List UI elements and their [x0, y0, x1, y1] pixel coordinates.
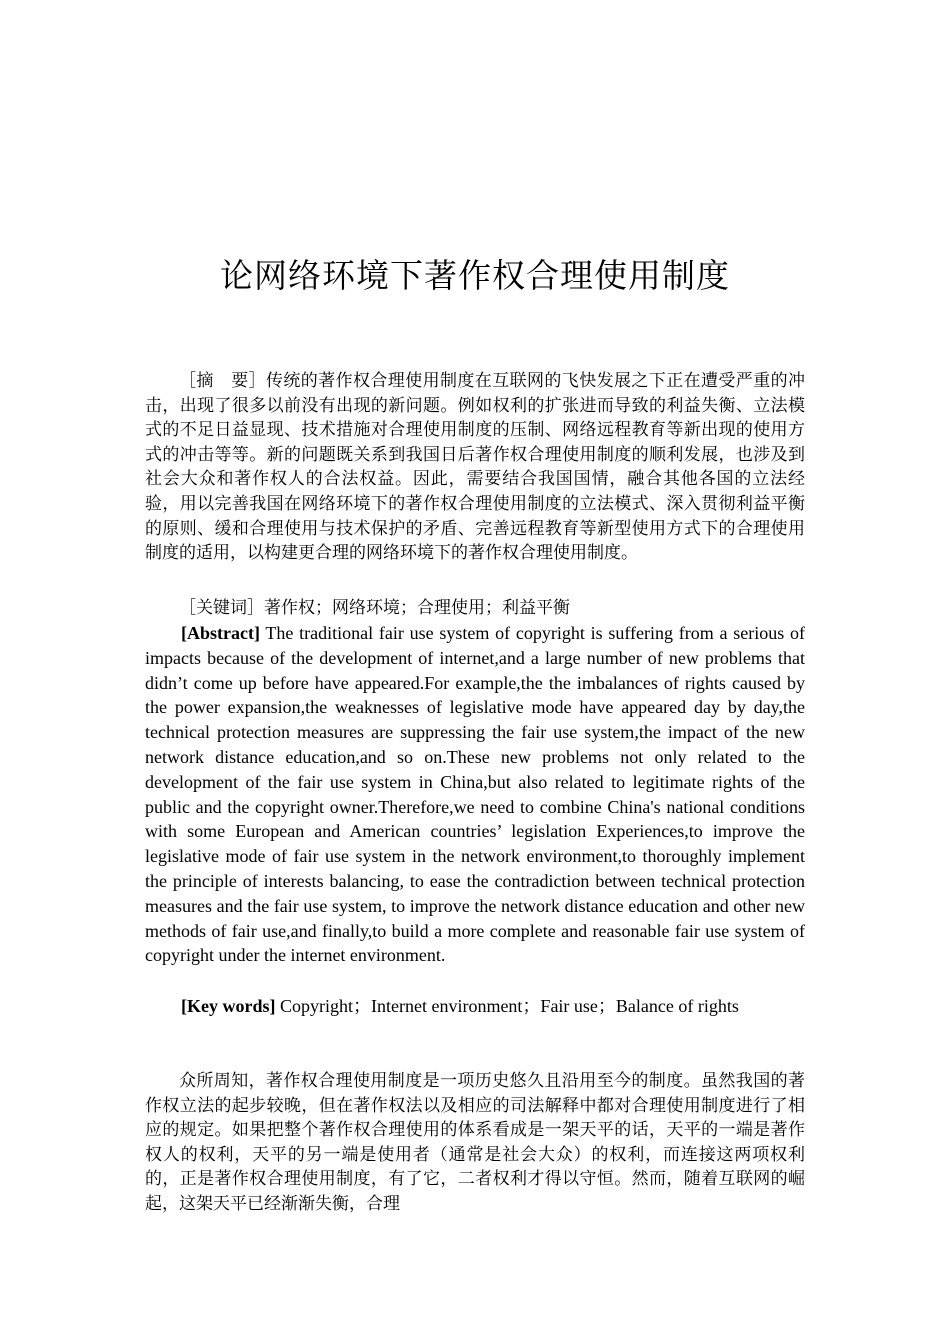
body-paragraph: 众所周知，著作权合理使用制度是一项历史悠久且沿用至今的制度。虽然我国的著作权立法的起步较晚，但在著作权法以及相应的司法解释中都对合理使用制度进行了相应的规定。如果把整个著作权合理使用的体系看成是一架天平的话，天平的一端是著作权人的权利，天平的另一端是使用者（通常是社会大众）的权利，而连接这两项权利的，正是著作权合理使用制度，有了它，二者权利才得以守恒。然而，随着互联网的崛起，这架天平已经渐渐失衡，合理	[145, 1071, 805, 1214]
english-abstract	[145, 621, 805, 968]
chinese-keywords	[145, 596, 805, 621]
chinese-keywords-paragraph	[145, 596, 805, 621]
english-keywords-paragraph	[145, 994, 805, 1019]
chinese-keywords-text: 著作权；网络环境；合理使用；利益平衡	[264, 598, 570, 618]
body-section	[145, 1069, 805, 1217]
english-abstract-text: The traditional fair use system of copyright is suffering from a serious of impacts because of the development of internet,and a large number of new problems that didn’t come up before have appeared.For example,the the imbalances of rights caused by the power expansion,the weaknesses of legislative mode have appeared day by day,the technical protection measures are suppressing the fair use system,the impact of the new network distance education,and so on.These new problems not only related to the development of the fair use system in China,but also related to legitimate rights of the public and the copyright owner.Therefore,we need to combine China's national conditions with some European and American countries’ legislation Experiences,to improve the legislative mode of fair use system in the network environment,to thoroughly implement the principle of interests balancing, to ease the contradiction between technical protection measures and the fair use system, to improve the network distance education and other new methods of fair use,and finally,to build a more complete and reasonable fair use system of copyright under the internet environment.	[145, 623, 805, 966]
chinese-abstract	[145, 369, 805, 566]
chinese-abstract-text: 传统的著作权合理使用制度在互联网的飞快发展之下正在遭受严重的冲击，出现了很多以前没有出现的新问题。例如权利的扩张进而导致的利益失衡、立法模式的不足日益显现、技术措施对合理使用制度的压制、网络远程教育等新出现的使用方式的冲击等等。新的问题既关系到我国日后著作权合理使用制度的顺利发展，也涉及到社会大众和著作权人的合法权益。因此，需要结合我国国情，融合其他各国的立法经验，用以完善我国在网络环境下的著作权合理使用制度的立法模式、深入贯彻利益平衡的原则、缓和合理使用与技术保护的矛盾、完善远程教育等新型使用方式下的合理使用制度的适用，以构建更合理的网络环境下的著作权合理使用制度。	[145, 371, 805, 564]
page-title: 论网络环境下著作权合理使用制度	[220, 256, 730, 295]
english-keywords	[145, 994, 805, 1019]
english-abstract-label: [Abstract]	[181, 623, 260, 643]
english-keywords-text: Copyright；Internet environment；Fair use；Balance of rights	[275, 996, 739, 1016]
chinese-abstract-paragraph	[145, 369, 805, 566]
english-abstract-paragraph	[145, 621, 805, 968]
chinese-abstract-label: ［摘 要］	[179, 371, 266, 391]
chinese-keywords-label: ［关键词］	[179, 598, 264, 618]
english-keywords-label: [Key words]	[181, 996, 276, 1016]
